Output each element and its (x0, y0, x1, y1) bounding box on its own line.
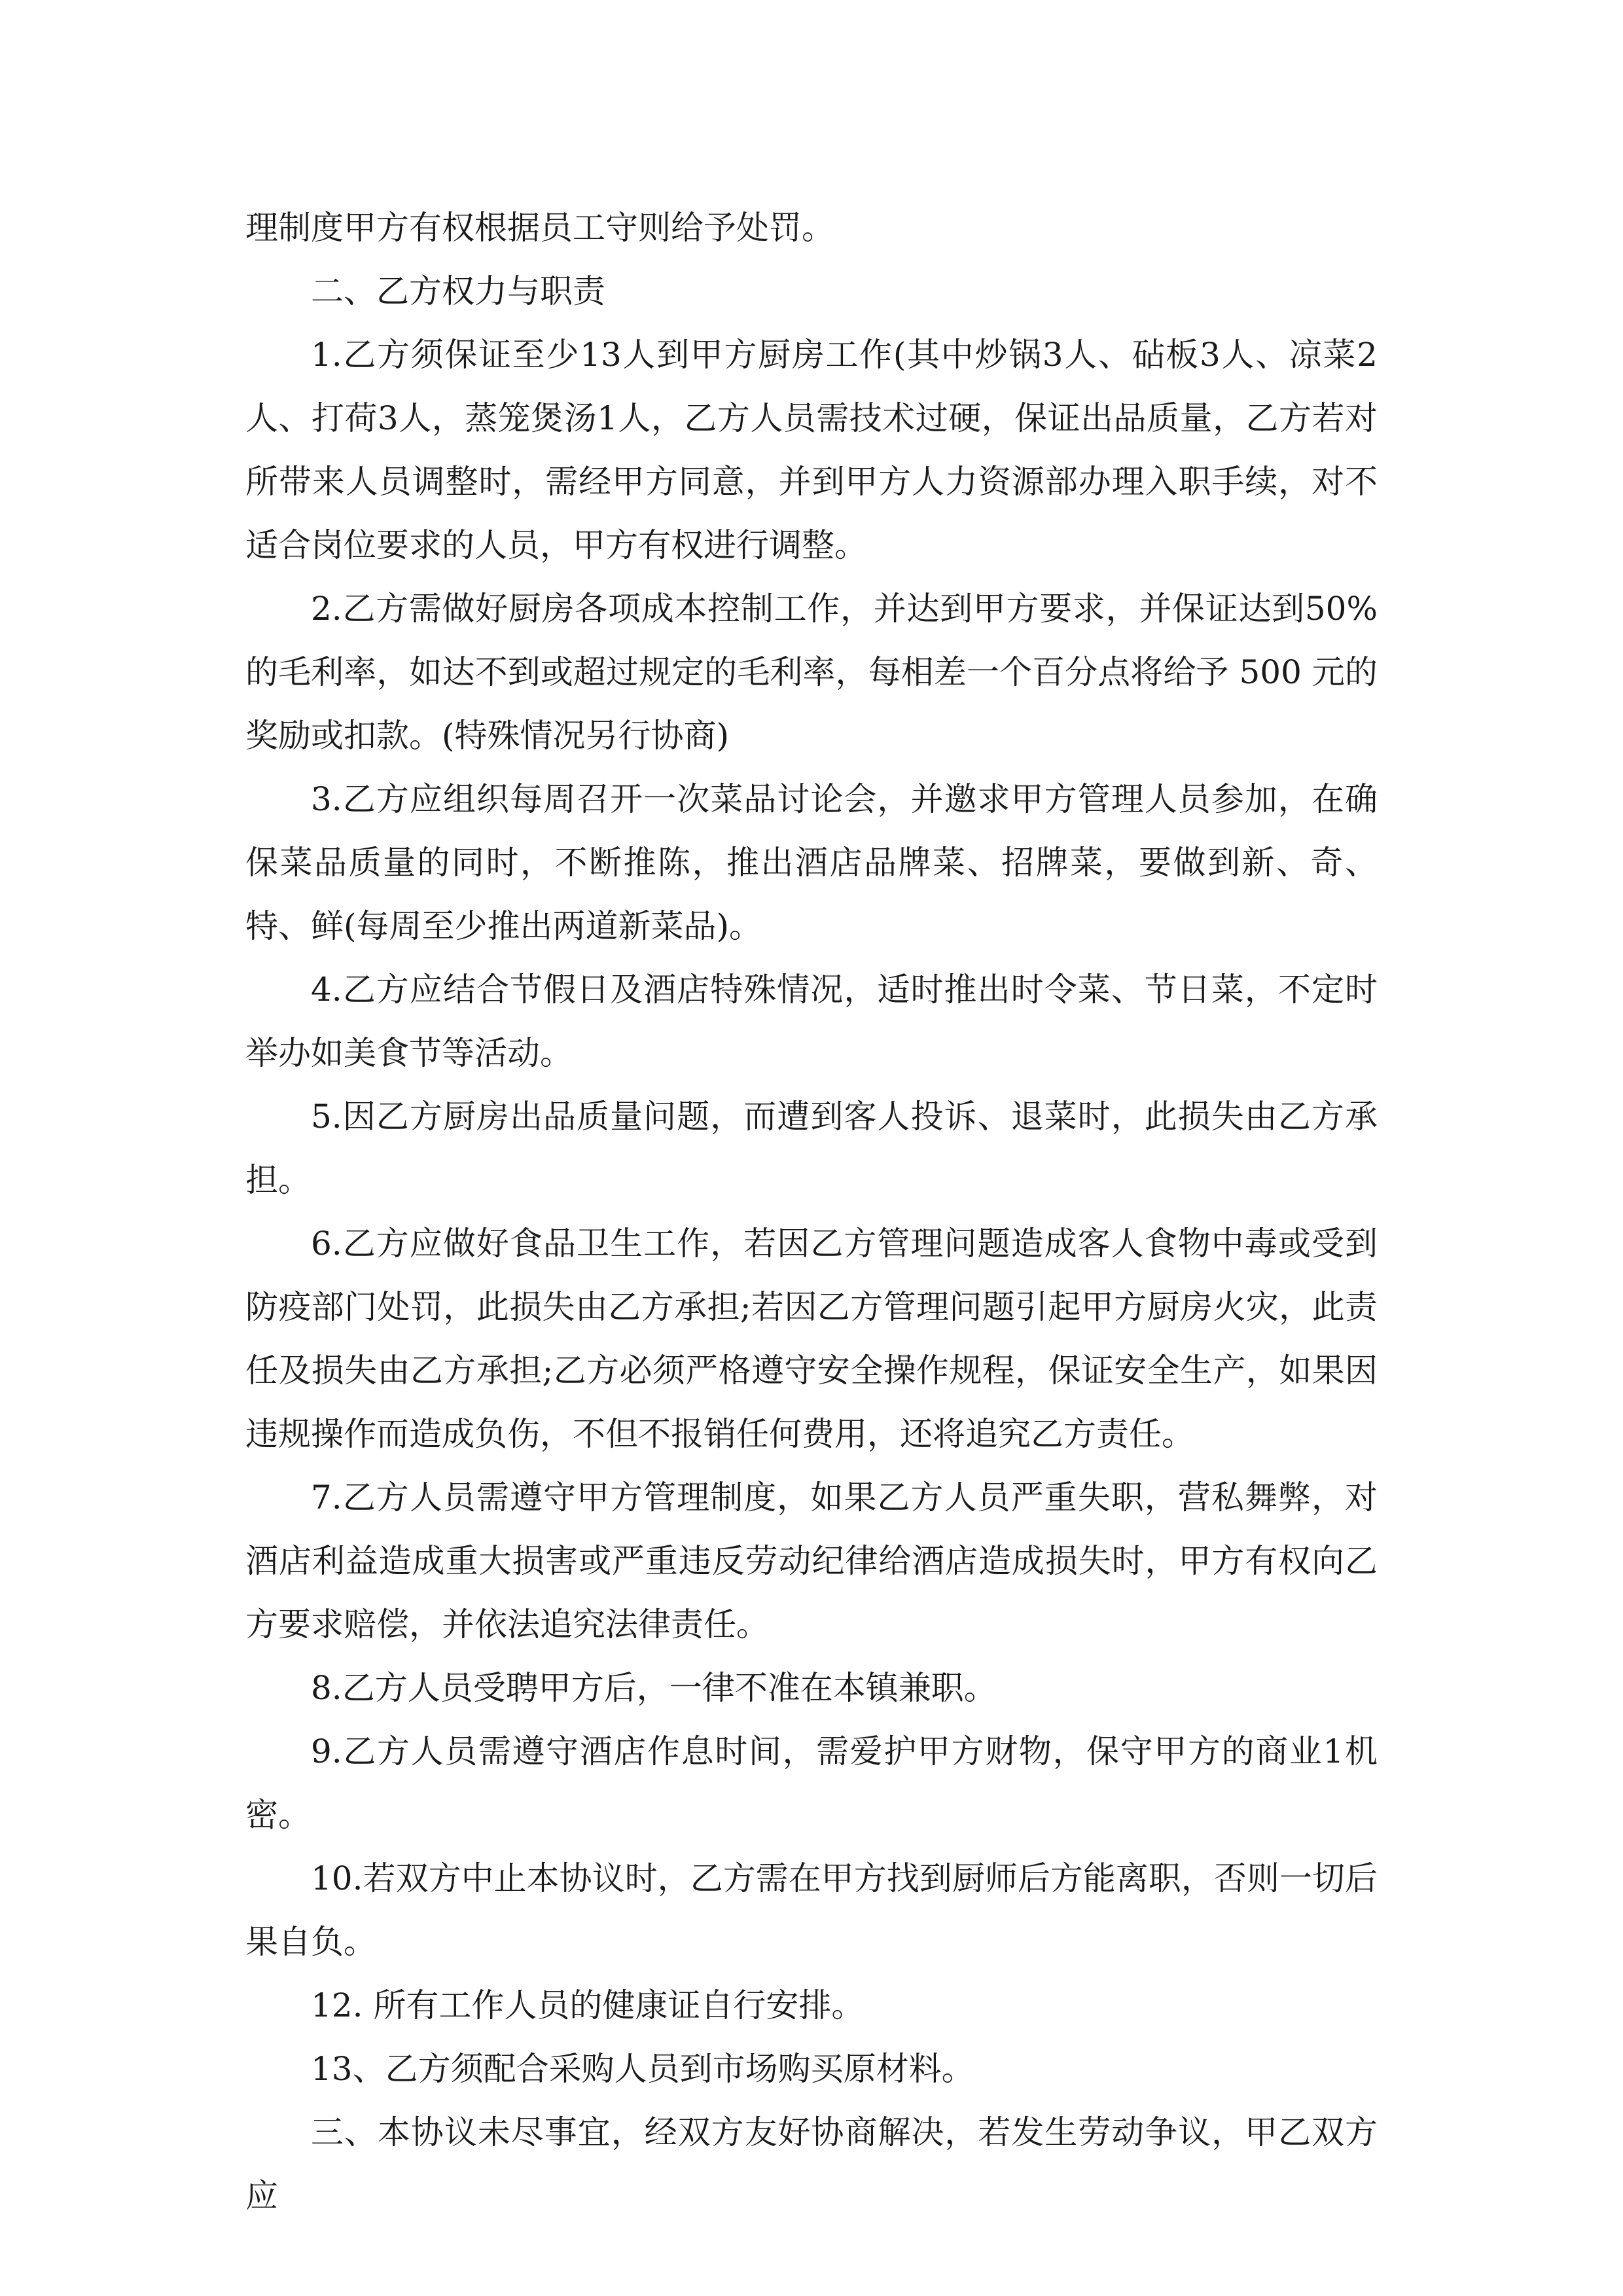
section-heading-3: 三、本协议未尽事宜，经双方友好协商解决，若发生劳动争议，甲乙双方应 (245, 2113, 1378, 2215)
section-heading-2: 二、乙方权力与职责 (311, 272, 605, 310)
clause-10: 10.若双方中止本协议时，乙方需在甲方找到厨师后方能离职，否则一切后果自负。 (245, 1859, 1378, 1961)
clause-9: 9.乙方人员需遵守酒店作息时间，需爱护甲方财物，保守甲方的商业1机密。 (245, 1732, 1378, 1834)
clause-7: 7.乙方人员需遵守甲方管理制度，如果乙方人员严重失职，营私舞弊，对酒店利益造成重大损害或严重违反劳动纪律给酒店造成损失时，甲方有权向乙方要求赔偿，并依法追究法律责任。 (245, 1479, 1378, 1643)
clause-12: 12. 所有工作人员的健康证自行安排。 (311, 1986, 865, 2024)
clause-2: 2.乙方需做好厨房各项成本控制工作，并达到甲方要求，并保证达到50%的毛利率，如达不到或超过规定的毛利率，每相差一个百分点将给予 500 元的奖励或扣款。(特殊情况另行协商) (245, 590, 1378, 755)
paragraph-continuation: 理制度甲方有权根据员工守则给予处罚。 (245, 209, 834, 247)
clause-6: 6.乙方应做好食品卫生工作，若因乙方管理问题造成客人食物中毒或受到防疫部门处罚，此损失由乙方承担;若因乙方管理问题引起甲方厨房火灾，此责任及损失由乙方承担;乙方必须严格遵守安全操作规程，保证安全生产，如果因违规操作而造成负伤，不但不报销任何费用，还将追究乙方责任。 (245, 1225, 1378, 1453)
clause-3: 3.乙方应组织每周召开一次菜品讨论会，并邀求甲方管理人员参加，在确保菜品质量的同时，不断推陈，推出酒店品牌菜、招牌菜，要做到新、奇、特、鲜(每周至少推出两道新菜品)。 (245, 780, 1378, 945)
clause-1: 1.乙方须保证至少13人到甲方厨房工作(其中炒锅3人、砧板3人、凉菜2人、打荷3人，蒸笼煲汤1人，乙方人员需技术过硬，保证出品质量，乙方若对所带来人员调整时，需经甲方同意，并到甲方人力资源部办理入职手续，对不适合岗位要求的人员，甲方有权进行调整。 (245, 336, 1378, 564)
document-body (245, 196, 1378, 2228)
clause-4: 4.乙方应结合节假日及酒店特殊情况，适时推出时令菜、节日菜，不定时举办如美食节等活动。 (245, 971, 1378, 1072)
clause-13: 13、乙方须配合采购人员到市场购买原材料。 (311, 2050, 974, 2088)
clause-5: 5.因乙方厨房出品质量问题，而遭到客人投诉、退菜时，此损失由乙方承担。 (245, 1098, 1378, 1199)
clause-8: 8.乙方人员受聘甲方后，一律不准在本镇兼职。 (311, 1669, 997, 1707)
